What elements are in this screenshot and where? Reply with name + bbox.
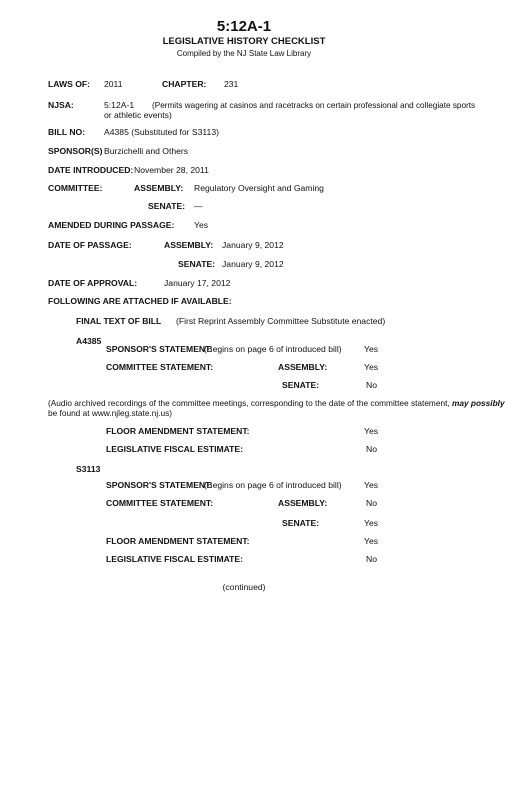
a4385-committee-assembly-label: ASSEMBLY: [278, 362, 328, 372]
passage-senate-label: SENATE: [178, 259, 216, 269]
date-introduced-label: DATE INTRODUCED: [48, 165, 134, 175]
s3113-committee-senate-label: SENATE: [282, 518, 320, 528]
audio-note-emphasis: may possibly [452, 398, 505, 408]
sponsors-label: SPONSOR(S) [48, 146, 103, 156]
compiled-by: Compiled by the NJ State Law Library [176, 49, 312, 58]
a4385-committee-senate-label: SENATE: [282, 380, 320, 390]
final-text-value: (First Reprint Assembly Committee Substitute enacted) [176, 316, 386, 326]
continued-note: (continued) [222, 582, 266, 592]
attached-heading: FOLLOWING ARE ATTACHED IF AVAILABLE: [48, 296, 232, 306]
s3113-bill-label: S3113 [76, 464, 101, 474]
s3113-committee-assembly-value: No [366, 498, 377, 508]
approval-value: January 17, 2012 [164, 278, 231, 288]
laws-of-label: LAWS OF: [48, 79, 91, 89]
committee-label: COMMITTEE: [48, 183, 103, 193]
s3113-fiscal-value: No [366, 554, 377, 564]
s3113-sponsor-note: (Begins on page 6 of introduced bill) [204, 480, 342, 490]
amended-value: Yes [194, 220, 209, 230]
s3113-committee-senate-value: Yes [364, 518, 379, 528]
passage-senate-value: January 9, 2012 [222, 259, 284, 269]
section-number: 5:12A-1 [216, 18, 272, 35]
committee-assembly-label: ASSEMBLY: [134, 183, 184, 193]
bill-no-value: A4385 (Substituted for S3113) [104, 127, 219, 137]
s3113-sponsor-label: SPONSOR'S STATEMENT: [106, 480, 213, 490]
njsa-label: NJSA: [48, 100, 74, 110]
audio-note-line2: be found at www.njleg.state.nj.us) [48, 408, 173, 418]
date-introduced-value: November 28, 2011 [134, 165, 209, 175]
laws-of-value: 2011 [104, 79, 123, 89]
s3113-committee-label: COMMITTEE STATEMENT: [106, 498, 214, 508]
page-title: LEGISLATIVE HISTORY CHECKLIST [162, 36, 326, 47]
a4385-committee-label: COMMITTEE STATEMENT: [106, 362, 214, 372]
passage-assembly-value: January 9, 2012 [222, 240, 284, 250]
a4385-sponsor-note: (Begins on page 6 of introduced bill) [204, 344, 342, 354]
njsa-description-line1: (Permits wagering at casinos and racetracks on certain professional and collegiate sports [152, 101, 476, 110]
a4385-committee-senate-value: No [366, 380, 377, 390]
passage-assembly-label: ASSEMBLY: [164, 240, 214, 250]
s3113-committee-assembly-label: ASSEMBLY: [278, 498, 328, 508]
s3113-sponsor-value: Yes [364, 480, 379, 490]
a4385-sponsor-value: Yes [364, 344, 379, 354]
a4385-fiscal-label: LEGISLATIVE FISCAL ESTIMATE: [106, 444, 244, 454]
a4385-floor-value: Yes [364, 426, 379, 436]
s3113-floor-label: FLOOR AMENDMENT STATEMENT: [106, 536, 250, 546]
sponsors-value: Burzichelli and Others [104, 146, 189, 156]
bill-no-label: BILL NO: [48, 127, 86, 137]
njsa-section: 5:12A-1 [104, 100, 135, 110]
committee-senate-value: — [194, 201, 203, 211]
final-text-label: FINAL TEXT OF BILL [76, 316, 162, 326]
njsa-description-line2: or athletic events) [104, 110, 172, 120]
a4385-floor-label: FLOOR AMENDMENT STATEMENT: [106, 426, 250, 436]
committee-assembly-value: Regulatory Oversight and Gaming [194, 183, 324, 193]
a4385-bill-label: A4385 [76, 336, 102, 346]
s3113-fiscal-label: LEGISLATIVE FISCAL ESTIMATE: [106, 554, 244, 564]
approval-label: DATE OF APPROVAL: [48, 278, 138, 288]
amended-label: AMENDED DURING PASSAGE: [48, 220, 175, 230]
chapter-label: CHAPTER: [162, 79, 207, 89]
a4385-sponsor-label: SPONSOR'S STATEMENT: [106, 344, 213, 354]
a4385-fiscal-value: No [366, 444, 377, 454]
s3113-floor-value: Yes [364, 536, 379, 546]
passage-label: DATE OF PASSAGE: [48, 240, 132, 250]
committee-senate-label: SENATE: [148, 201, 186, 211]
audio-note-text: (Audio archived recordings of the committee meetings, corresponding to the date of the committee statement, [48, 398, 450, 408]
a4385-committee-assembly-value: Yes [364, 362, 379, 372]
chapter-value: 231 [224, 79, 239, 89]
